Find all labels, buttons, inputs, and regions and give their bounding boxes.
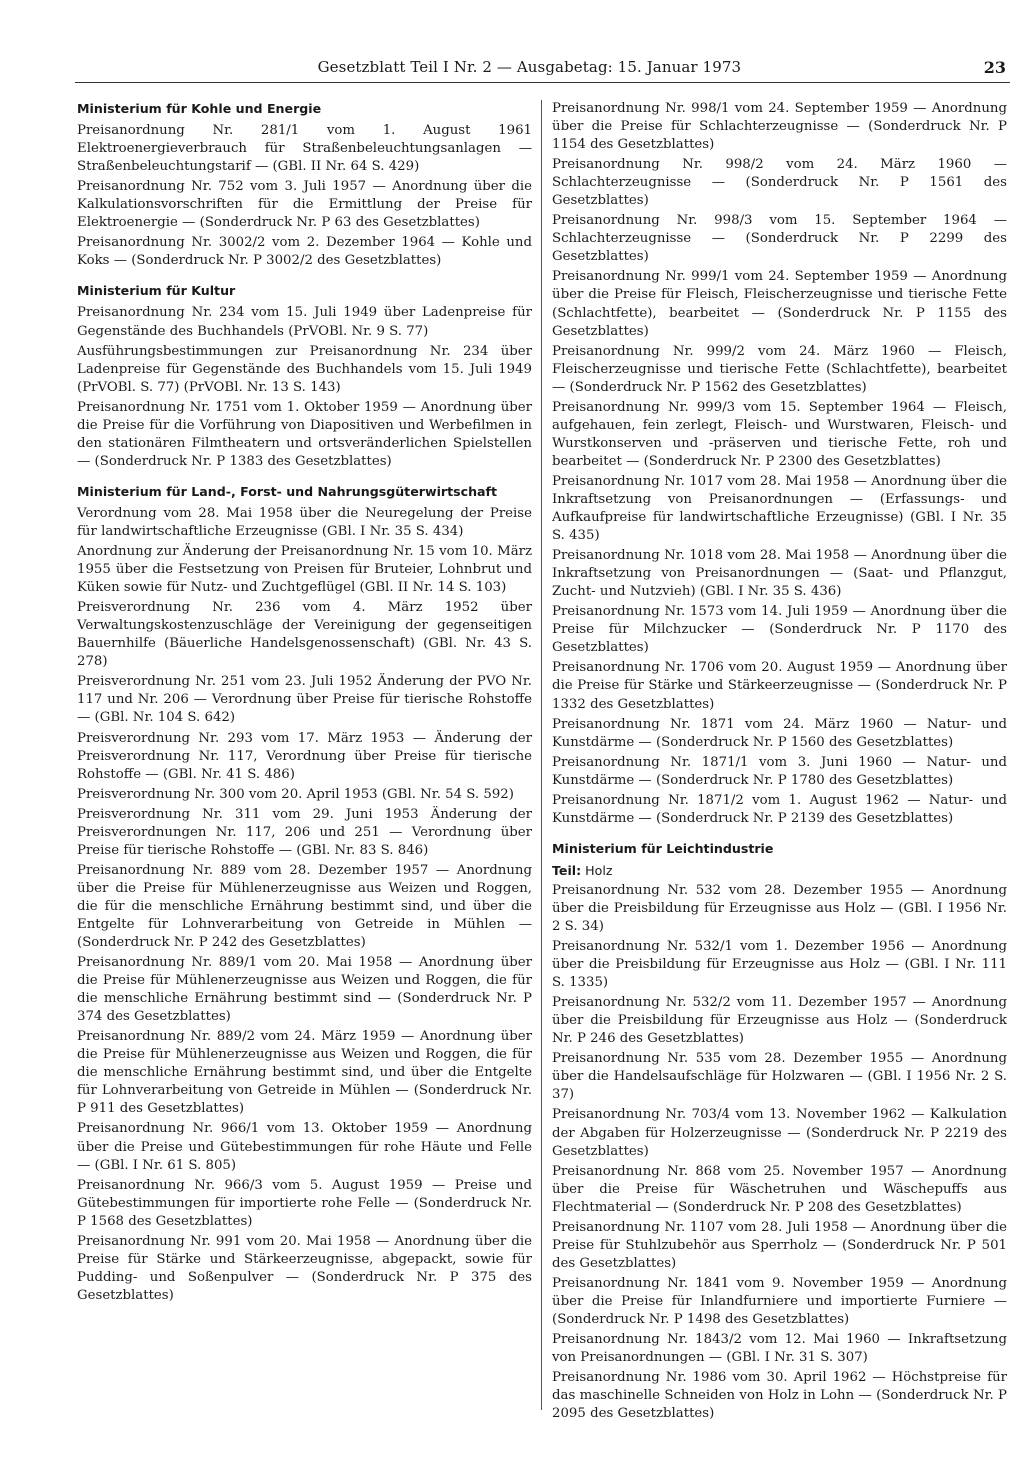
ordinance-entry: Preisanordnung Nr. 998/3 vom 15. September 1964 — Schlachterzeugnisse — (Sonderdruck Nr. P 2299 des Gesetzblattes)	[552, 213, 1007, 265]
page-header-title: Gesetzblatt Teil I Nr. 2 — Ausgabetag: 15. Januar 1973	[317, 58, 742, 76]
column-divider	[541, 100, 542, 1410]
ordinance-entry: Preisanordnung Nr. 998/2 vom 24. März 1960 — Schlachterzeugnisse — (Sonderdruck Nr. P 1561 des Gesetzblattes)	[552, 157, 1007, 209]
ordinance-entry: Preisanordnung Nr. 532/2 vom 11. Dezember 1957 — Anordnung über die Preisbildung für Erzeugnisse aus Holz — (Sonderdruck Nr. P 246 des Gesetzblattes)	[552, 995, 1007, 1047]
ordinance-entry: Verordnung vom 28. Mai 1958 über die Neuregelung der Preise für landwirtschaftliche Erzeugnisse (GBl. I Nr. 35 S. 434)	[77, 505, 532, 539]
ordinance-entry: Preisanordnung Nr. 281/1 vom 1. August 1961 Elektroenergieverbrauch für Straßenbeleuchtungsanlagen — Straßenbeleuchtungstarif — (GBl. II Nr. 64 S. 429)	[77, 123, 532, 175]
ordinance-entry: Preisverordnung Nr. 251 vom 23. Juli 1952 Änderung der PVO Nr. 117 und Nr. 206 — Verordnung über Preise für tierische Rohstoffe — (GBl. Nr. 104 S. 642)	[77, 674, 532, 726]
section-heading: Ministerium für Land-, Forst- und Nahrungsgüterwirtschaft	[77, 483, 498, 499]
ordinance-entry: Anordnung zur Änderung der Preisanordnung Nr. 15 vom 10. März 1955 über die Festsetzung von Preisen für Bruteier, Lohnbrut und Küken sowie für Nutz- und Zuchtgeflügel (GBl. II Nr. 14 S. 103)	[77, 544, 532, 596]
ordinance-entry: Preisanordnung Nr. 1107 vom 28. Juli 1958 — Anordnung über die Preise für Stuhlzubehör aus Sperrholz — (Sonderdruck Nr. P 501 des Gesetzblattes)	[552, 1219, 1007, 1271]
ordinance-entry: Preisanordnung Nr. 1017 vom 28. Mai 1958 — Anordnung über die Inkraftsetzung von Preisanordnungen — (Erfassungs- und Aufkaufpreise für landwirtschaftliche Erzeugnisse) (GBl. I Nr. 35 S. 435)	[552, 473, 1007, 544]
ordinance-entry: Preisverordnung Nr. 311 vom 29. Juni 1953 Änderung der Preisverordnungen Nr. 117, 206 und 251 — Verordnung über Preise für tierische Rohstoffe — (GBl. Nr. 83 S. 846)	[77, 806, 532, 858]
subsection-label-prefix: Teil:	[552, 862, 582, 878]
ordinance-entry: Ausführungsbestimmungen zur Preisanordnung Nr. 234 über Ladenpreise für Gegenstände des Buchhandels vom 15. Juli 1949 (PrVOBl. S. 77) (PrVOBl. Nr. 13 S. 143)	[77, 343, 532, 395]
ordinance-entry: Preisanordnung Nr. 999/2 vom 24. März 1960 — Fleisch, Fleischerzeugnisse und tierische Fette (Schlachtfette), bearbeitet — (Sonderdruck Nr. P 1562 des Gesetzblattes)	[552, 343, 1007, 395]
ordinance-entry: Preisanordnung Nr. 1871 vom 24. März 1960 — Natur- und Kunstdärme — (Sonderdruck Nr. P 1560 des Gesetzblattes)	[552, 716, 1007, 750]
right-column	[552, 100, 1007, 1425]
subsection-label-text: Holz	[585, 862, 613, 878]
ordinance-entry: Preisanordnung Nr. 1841 vom 9. November 1959 — Anordnung über die Preise für Inlandfurniere und importierte Furniere — (Sonderdruck Nr. P 1498 des Gesetzblattes)	[552, 1275, 1007, 1327]
section-heading: Ministerium für Kohle und Energie	[77, 101, 322, 116]
ordinance-entry: Preisanordnung Nr. 889 vom 28. Dezember 1957 — Anordnung über die Preise für Mühlenerzeugnisse aus Weizen und Roggen, die für die menschliche Ernährung bestimmt sind, und über die Entgelte für Lohnverarbeitung von Getreide in Mühlen — (Sonderdruck Nr. P 242 des Gesetzblattes)	[77, 862, 532, 951]
ordinance-entry: Preisanordnung Nr. 3002/2 vom 2. Dezember 1964 — Kohle und Koks — (Sonderdruck Nr. P 3002/2 des Gesetzblattes)	[77, 235, 532, 269]
ordinance-entry: Preisverordnung Nr. 300 vom 20. April 1953 (GBl. Nr. 54 S. 592)	[77, 786, 514, 802]
ordinance-entry: Preisanordnung Nr. 1706 vom 20. August 1959 — Anordnung über die Preise für Stärke und Stärkeerzeugnisse — (Sonderdruck Nr. P 1332 des Gesetzblattes)	[552, 660, 1007, 712]
section-heading: Ministerium für Kultur	[77, 283, 236, 299]
ordinance-entry: Preisanordnung Nr. 703/4 vom 13. November 1962 — Kalkulation der Abgaben für Holzerzeugnisse — (Sonderdruck Nr. P 2219 des Gesetzblattes)	[552, 1107, 1007, 1159]
left-column	[77, 100, 532, 1307]
ordinance-entry: Preisanordnung Nr. 868 vom 25. November 1957 — Anordnung über die Preise für Wäschetruhen und Wäschepuffs aus Flechtmaterial — (Sonderdruck Nr. P 208 des Gesetzblattes)	[552, 1163, 1007, 1215]
section-heading: Ministerium für Leichtindustrie	[552, 840, 774, 856]
ordinance-entry: Preisanordnung Nr. 532 vom 28. Dezember 1955 — Anordnung über die Preisbildung für Erzeugnisse aus Holz — (GBl. I 1956 Nr. 2 S. 34)	[552, 882, 1007, 935]
page-number: 23	[983, 57, 1006, 77]
ordinance-entry: Preisanordnung Nr. 889/1 vom 20. Mai 1958 — Anordnung über die Preise für Mühlenerzeugnisse aus Weizen und Roggen, die für die menschliche Ernährung bestimmt sind — (Sonderdruck Nr. P 374 des Gesetzblattes)	[77, 955, 532, 1025]
ordinance-entry: Preisanordnung Nr. 966/1 vom 13. Oktober 1959 — Anordnung über die Preise und Gütebestimmungen für rohe Häute und Felle — (GBl. I Nr. 61 S. 805)	[77, 1121, 532, 1173]
ordinance-entry: Preisanordnung Nr. 535 vom 28. Dezember 1955 — Anordnung über die Handelsaufschläge für Holzwaren — (GBl. I 1956 Nr. 2 S. 37)	[552, 1051, 1007, 1103]
ordinance-entry: Preisanordnung Nr. 1871/2 vom 1. August 1962 — Natur- und Kunstdärme — (Sonderdruck Nr. P 2139 des Gesetzblattes)	[552, 792, 1007, 826]
ordinance-entry: Preisanordnung Nr. 889/2 vom 24. März 1959 — Anordnung über die Preise für Mühlenerzeugnisse aus Weizen und Roggen, die für die menschliche Ernährung bestimmt sind, und über die Entgelte für Lohnverarbeitung von Getreide in Mühlen — (Sonderdruck Nr. P 911 des Gesetzblattes)	[77, 1029, 532, 1117]
ordinance-entry: Preisanordnung Nr. 991 vom 20. Mai 1958 — Anordnung über die Preise für Stärke und Stärkeerzeugnisse, abgepackt, sowie für Pudding- und Soßenpulver — (Sonderdruck Nr. P 375 des Gesetzblattes)	[77, 1233, 532, 1303]
ordinance-entry: Preisanordnung Nr. 1871/1 vom 3. Juni 1960 — Natur- und Kunstdärme — (Sonderdruck Nr. P 1780 des Gesetzblattes)	[552, 754, 1007, 788]
ordinance-entry: Preisanordnung Nr. 1843/2 vom 12. Mai 1960 — Inkraftsetzung von Preisanordnungen — (GBl. I Nr. 31 S. 307)	[552, 1332, 1007, 1366]
ordinance-entry: Preisanordnung Nr. 999/3 vom 15. September 1964 — Fleisch, aufgehauen, fein zerlegt, Fleisch- und Wurstwaren, Fleisch- und Wurstkonserven und -präserven und tierische Fette, roh und bearbeitet — (Sonderdruck Nr. P 2300 des Gesetzblattes)	[552, 399, 1007, 469]
subsection-label	[552, 862, 1007, 880]
ordinance-entry: Preisanordnung Nr. 752 vom 3. Juli 1957 — Anordnung über die Kalkulationsvorschriften für die Ermittlung der Preise für Elektroenergie — (Sonderdruck Nr. P 63 des Gesetzblattes)	[77, 179, 532, 231]
ordinance-entry: Preisverordnung Nr. 236 vom 4. März 1952 über Verwaltungskostenzuschläge der Vereinigung der gegenseitigen Bauernhilfe (Bäuerliche Handelsgenossenschaft) (GBl. Nr. 43 S. 278)	[77, 600, 532, 670]
ordinance-entry: Preisanordnung Nr. 966/3 vom 5. August 1959 — Preise und Gütebestimmungen für importierte rohe Felle — (Sonderdruck Nr. P 1568 des Gesetzblattes)	[77, 1177, 532, 1229]
ordinance-entry: Preisanordnung Nr. 532/1 vom 1. Dezember 1956 — Anordnung über die Preisbildung für Erzeugnisse aus Holz — (GBl. I Nr. 111 S. 1335)	[552, 939, 1007, 991]
ordinance-entry: Preisanordnung Nr. 998/1 vom 24. September 1959 — Anordnung über die Preise für Schlachterzeugnisse — (Sonderdruck Nr. P 1154 des Gesetzblattes)	[552, 101, 1007, 153]
ordinance-entry: Preisverordnung Nr. 293 vom 17. März 1953 — Änderung der Preisverordnung Nr. 117, Verordnung über Preise für tierische Rohstoffe — (GBl. Nr. 41 S. 486)	[77, 730, 532, 782]
ordinance-entry: Preisanordnung Nr. 1018 vom 28. Mai 1958 — Anordnung über die Inkraftsetzung von Preisanordnungen — (Saat- und Pflanzgut, Zucht- und Nutzvieh) (GBl. I Nr. 35 S. 436)	[552, 548, 1007, 600]
ordinance-entry: Preisanordnung Nr. 1986 vom 30. April 1962 — Höchstpreise für das maschinelle Schneiden von Holz in Lohn — (Sonderdruck Nr. P 2095 des Gesetzblattes)	[552, 1370, 1007, 1422]
header-rule	[75, 82, 1010, 83]
page-header	[75, 54, 1010, 80]
ordinance-entry: Preisanordnung Nr. 234 vom 15. Juli 1949 über Ladenpreise für Gegenstände des Buchhandels (PrVOBl. Nr. 9 S. 77)	[77, 305, 532, 339]
ordinance-entry: Preisanordnung Nr. 1573 vom 14. Juli 1959 — Anordnung über die Preise für Milchzucker — (Sonderdruck Nr. P 1170 des Gesetzblattes)	[552, 604, 1007, 656]
ordinance-entry: Preisanordnung Nr. 1751 vom 1. Oktober 1959 — Anordnung über die Preise für die Vorführung von Diapositiven und Werbefilmen in den stationären Filmtheatern und ortsveränderlichen Spielstellen — (Sonderdruck Nr. P 1383 des Gesetzblattes)	[77, 399, 532, 469]
ordinance-entry: Preisanordnung Nr. 999/1 vom 24. September 1959 — Anordnung über die Preise für Fleisch, Fleischerzeugnisse und tierische Fette (Schlachtfette), bearbeitet — (Sonderdruck Nr. P 1155 des Gesetzblattes)	[552, 269, 1007, 339]
